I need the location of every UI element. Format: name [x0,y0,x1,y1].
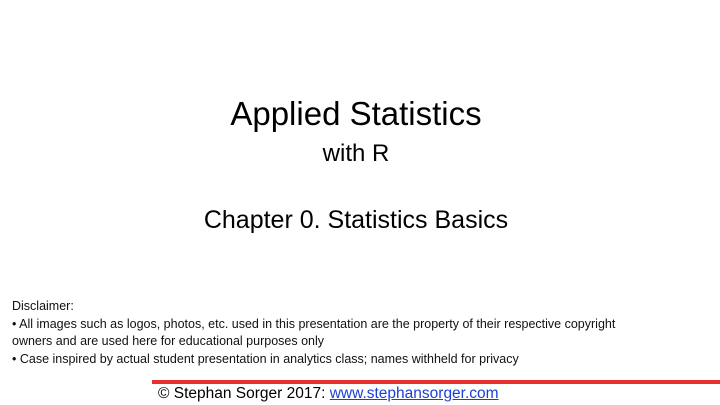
disclaimer-line-1: • All images such as logos, photos, etc. used in this presentation are the property of their respective copyright [12,316,616,331]
disclaimer-block [12,298,702,368]
disclaimer-heading: Disclaimer: [12,299,74,313]
footer [158,384,499,404]
footer-copyright: © Stephan Sorger 2017: [158,385,330,402]
slide-title: Applied Statistics [230,95,482,132]
disclaimer-line-2: owners and are used here for educational purposes only [12,334,325,348]
chapter-heading: Chapter 0. Statistics Basics [203,206,509,234]
slide-subtitle: with R [322,140,390,167]
disclaimer-line-3: • Case inspired by actual student presentation in analytics class; names withheld for privacy [12,351,519,366]
footer-website-link[interactable]: www.stephansorger.com [329,385,499,402]
